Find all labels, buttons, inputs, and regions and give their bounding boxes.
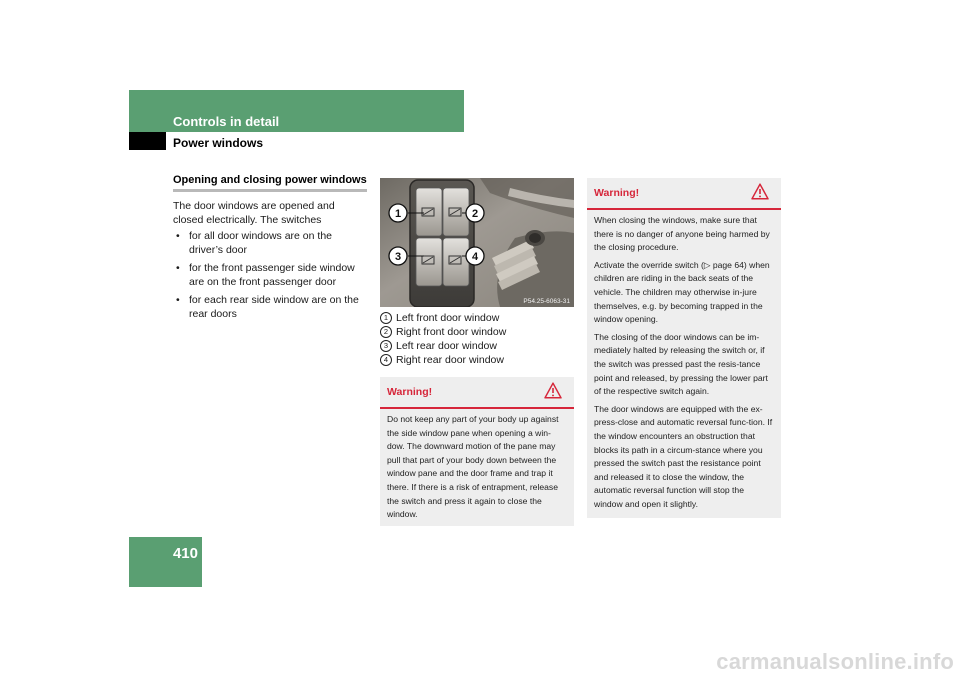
warning-paragraph: Do not keep any part of your body up against the side window pane when opening a win-dow. The downward motion of the pane may pull that part of your body down between the window pane and the door frame and trap it there. If there is a risk of entrapment, release the switch and press it again to close the window. — [387, 414, 559, 520]
warning-body — [587, 210, 781, 511]
legend-text: Left front door window — [396, 312, 500, 324]
warning-paragraph: The closing of the door windows can be im-mediately halted by releasing the switch or, if the switch was pressed past the resis-tance point and released, by pressing the lower part of the respective switch again. — [594, 331, 768, 397]
legend-number: 3 — [380, 340, 392, 352]
watermark: carmanualsonline.info — [716, 649, 954, 674]
warning-triangle-icon — [544, 382, 562, 399]
callout-3-label: 3 — [394, 251, 402, 263]
bullet: • — [176, 294, 180, 306]
warning-box-entrapment — [380, 377, 574, 526]
section-title: Power windows — [173, 136, 264, 150]
warning-triangle-icon — [751, 183, 769, 200]
chapter-title: Controls in detail — [173, 114, 280, 129]
left-column — [173, 174, 367, 325]
list-item-text: for all door windows are on the driver’s door — [189, 230, 332, 256]
switch-panel-illustration — [380, 178, 574, 307]
legend-text: Right front door window — [396, 326, 507, 338]
legend-item — [380, 339, 574, 353]
figure-legend — [380, 311, 574, 367]
window-switch-photo — [380, 178, 574, 307]
list-item-text: for each rear side window are on the rear doors — [189, 294, 359, 320]
legend-item — [380, 311, 574, 325]
warning-box-closing — [587, 178, 781, 518]
bullet: • — [176, 262, 180, 274]
figure-code: P54.25-6063-31 — [523, 298, 570, 305]
warning-header — [587, 178, 781, 210]
warning-paragraph: When closing the windows, make sure that there is no danger of anyone being harmed by the closing procedure. — [594, 215, 770, 253]
callout-1-label: 1 — [394, 208, 402, 220]
callout-2-label: 2 — [471, 208, 479, 220]
list-item — [173, 293, 367, 321]
legend-item — [380, 325, 574, 339]
legend-text: Left rear door window — [396, 340, 497, 352]
warning-title: Warning! — [387, 386, 433, 398]
legend-item — [380, 353, 574, 367]
list-item — [173, 261, 367, 289]
legend-number: 1 — [380, 312, 392, 324]
legend-text: Right rear door window — [396, 354, 504, 366]
warning-body — [380, 409, 574, 522]
list-item — [173, 229, 367, 257]
warning-paragraph: The door windows are equipped with the ex-press-close and automatic reversal func-tion. If the window encounters an obstruction that blocks its path in a circum-stance where you pressed the switch past the resistance point and released it to close the window, the automatic reversal function will stop the window and open it slightly. — [594, 403, 773, 509]
list-item-text: for the front passenger side window are on the front passenger door — [189, 262, 355, 288]
subheading: Opening and closing power windows — [173, 174, 367, 192]
intro-paragraph: The door windows are opened and closed electrically. The switches — [173, 200, 335, 226]
legend-number: 4 — [380, 354, 392, 366]
page-number: 410 — [172, 545, 198, 562]
bullet: • — [176, 230, 180, 242]
warning-header — [380, 377, 574, 409]
switch-location-list — [173, 229, 367, 321]
callout-4-label: 4 — [471, 251, 479, 263]
warning-title: Warning! — [594, 187, 640, 199]
section-marker — [129, 132, 166, 150]
legend-number: 2 — [380, 326, 392, 338]
warning-paragraph: Activate the override switch (▷ page 64) when children are riding in the back seats of the vehicle. The children may otherwise in-jure themselves, e.g. by becoming trapped in the window opening. — [594, 259, 770, 325]
